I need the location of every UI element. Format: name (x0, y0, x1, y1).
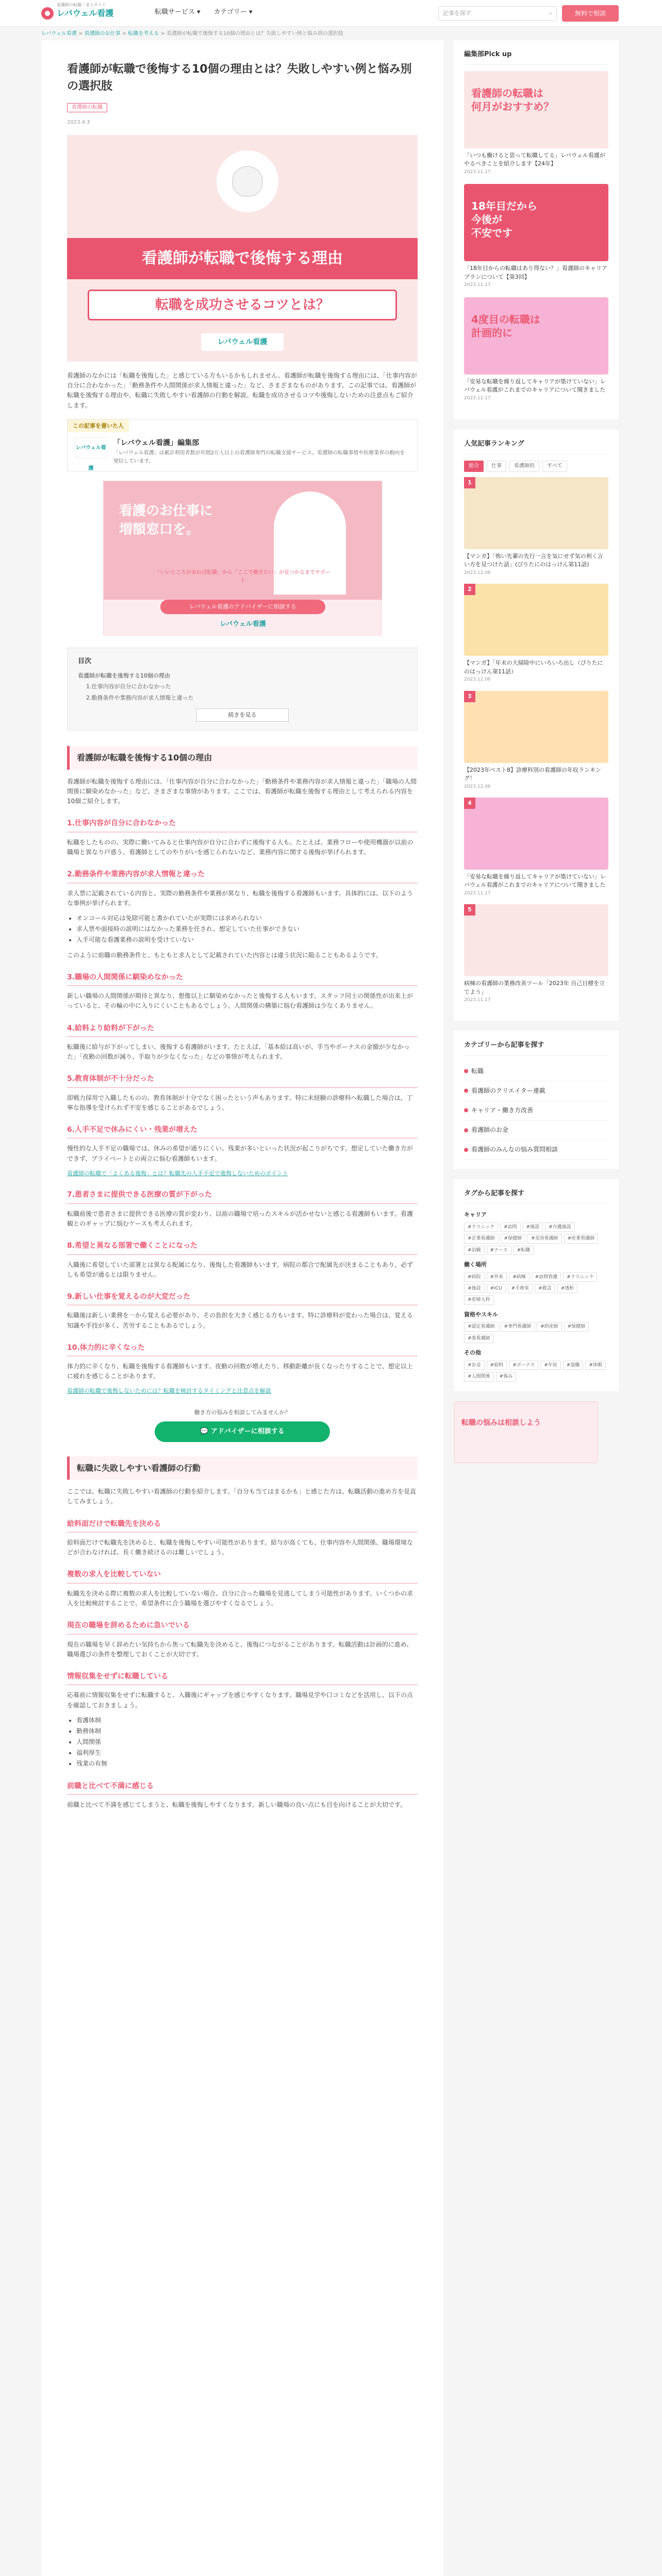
author-box (67, 419, 418, 471)
breadcrumb-link[interactable]: 転職を考える (128, 31, 159, 37)
tag-chip[interactable]: #救急 (535, 1284, 555, 1293)
tag-list (464, 1223, 608, 1255)
author-desc: 「レバウェル看護」は累計利用者数が年間2万人以上の看護師専門の転職支援サービス。看護師の転職事情や医療業界の動向を発信しています。 (113, 450, 405, 464)
category-tag[interactable]: 看護師の転職 (67, 103, 107, 112)
pickup-thumbnail (464, 184, 608, 261)
tag-chip[interactable]: #人間関係 (464, 1372, 494, 1381)
ranking-card (454, 430, 619, 1021)
tag-chip[interactable]: #企業看護師 (464, 1234, 499, 1243)
ranking-date: 2023.12.06 (464, 570, 491, 575)
category-title: カテゴリーから記事を探す (464, 1040, 608, 1056)
logo-text: レバウェル看護 (57, 8, 114, 19)
article-intro: 看護師のなかには「転職を後悔した」と感じている方もいるかもしれません。看護師が転職を後悔する理由には、「仕事内容が自分に合わなかった」「勤務条件や人間関係が求人情報と違った」など、さまざまなものがあります。この記事では、看護師が転職を後悔する理由や、転職に失敗しやすい看護師の行動を解説。転職を成功させるコツや後悔しないための注意点もご紹介します。 (67, 372, 417, 409)
pickup-item[interactable] (464, 297, 608, 402)
ranking-number: 2 (464, 584, 475, 595)
subsection-paragraph: 体力的に辛くなり、転職を後悔する看護師もいます。夜勤の回数が増えたり、移動距離が長くなったりすることで、想定以上に疲れを感じることがあります。 (67, 1363, 413, 1380)
tag-chip[interactable]: #外来 (487, 1273, 507, 1282)
hero-image (67, 135, 418, 362)
tag-group-title: キャリア (464, 1211, 487, 1218)
subsection-heading: 給料面だけで転職先を決める (67, 1518, 418, 1533)
banner-cta-button[interactable]: レバウェル看護のアドバイザーに相談する (160, 600, 325, 614)
list-item: • オンコール対応は免除可能と書かれていたが実際には求められない (76, 913, 418, 923)
ranking-number: 1 (464, 477, 475, 488)
pickup-title: 「いつも働けると思って転職してる」レバウェル看護がやるべきことを紹介します【24年】 (464, 151, 605, 167)
category-item[interactable] (464, 1121, 608, 1140)
toc-title: 目次 (78, 657, 92, 665)
pickup-title: 「安易な転職を繰り返してキャリアが築けていない」レバウェル看護がこれまでのキャリアについて聞きました (464, 378, 606, 394)
advisor-button[interactable]: 💬 アドバイザーに相談する (155, 1421, 330, 1442)
pickup-thumbnail-text: 18年目だから 今後が 不安です (471, 200, 537, 240)
tag-chip[interactable]: #ボーナス (509, 1361, 538, 1370)
tag-group-title: 働く場所 (464, 1261, 487, 1268)
pickup-title: 編集部Pick up (464, 49, 608, 65)
ranking-tab[interactable]: 総合 (464, 461, 484, 472)
tag-group-title: その他 (464, 1349, 481, 1357)
section-paragraph: 看護師が転職を後悔する理由には、「仕事内容が自分に合わなかった」「勤務条件や業務内容が求人情報と違った」「職場の人間関係に馴染めなかった」など、さまざまな事情があります。ここでは、看護師が転職を後悔する理由として考えられる内容を10個ご紹介します。 (67, 777, 417, 805)
search-icon: ⌕ (549, 10, 552, 16)
page-title: 看護師が転職で後悔する10個の理由とは？失敗しやすい例と悩み別の選択肢 (67, 63, 412, 93)
tag-chip[interactable]: #お金 (464, 1361, 485, 1370)
subsection-paragraph: 前職と比べて不満を感じてしまうと、転職を後悔しやすくなります。新しい職場の良い点にも目を向けることが大切です。 (67, 1801, 407, 1809)
subsection-heading: 情報収集をせずに転職している (67, 1671, 418, 1685)
subsection-paragraph: 慢性的な人手不足の職場では、休みの希望が通りにくい、残業が多いといった状況が起こりがちです。想定していた働き方ができず、プライベートとの両立に悩む看護師もいます。 (67, 1145, 413, 1162)
ranking-item[interactable] (464, 477, 608, 577)
ranking-thumbnail (464, 904, 608, 976)
sidebar (454, 40, 619, 1463)
subsection-paragraph: 求人票に記載されている内容と、実際の勤務条件や業務が異なり、転職を後悔する看護師もいます。具体的には、以下のような事例が挙げられます。 (67, 889, 413, 907)
header-cta-button[interactable]: 無料で相談 (562, 5, 619, 22)
ranking-item[interactable] (464, 584, 608, 683)
tag-chip[interactable]: #施設 (464, 1284, 485, 1293)
subsection-paragraph: 転職をしたものの、実際に働いてみると仕事内容が自分に合わずに後悔する人も。たとえば、業務フローや使用機器が以前の職場と異なり戸惑う、看護師としてのやりがいを感じられないなど、業務内容に関する後悔が挙げられます。 (67, 838, 413, 856)
tag-list (464, 1361, 608, 1382)
tag-chip[interactable]: #美容看護師 (527, 1234, 562, 1243)
subsection-heading: 前職と比べて不満に感じる (67, 1781, 418, 1795)
subsection-heading: 5.教育体制が不十分だった (67, 1073, 418, 1088)
ranking-thumbnail (464, 691, 608, 763)
subsection-heading: 10.体力的に辛くなった (67, 1342, 418, 1357)
subsection-paragraph: 新しい職場の人間関係が期待と異なり、想像以上に馴染めなかったと後悔する人もいます。スタッフ同士の関係性が出来上がっていると、その輪の中に入りにくいこともあるでしょう。人間関係の構築に悩む看護師は少なくありません。 (67, 992, 413, 1010)
hero-subheadline: 転職を成功させるコツとは？ (88, 290, 397, 320)
section-paragraph: ここでは、転職に失敗しやすい看護師の行動を紹介します。「自分も当てはまるかも」と感じた方は、転職活動の進め方を見直してみましょう。 (67, 1488, 417, 1505)
pickup-date: 2023.11.17 (464, 169, 491, 175)
tag-chip[interactable]: #准看護師 (464, 1334, 494, 1343)
ranking-number: 4 (464, 798, 475, 809)
list-item: • 入手可能な看護業務の説明を受けていない (76, 935, 418, 945)
ranking-date: 2023.11.17 (464, 890, 491, 896)
toc-item[interactable]: 看護師が転職を後悔する10個の理由 (78, 672, 170, 679)
tag-list (464, 1322, 608, 1343)
section-heading: 転職に失敗しやすい看護師の行動 (67, 1456, 418, 1480)
ranking-title-text: 【2023年ベスト8】診療科別の看護師の年収ランキング！ (464, 766, 601, 782)
tag-chip[interactable]: #認定看護師 (464, 1322, 499, 1331)
cta-box (67, 1408, 418, 1442)
breadcrumb-link[interactable]: 看護師のお仕事 (84, 31, 121, 37)
ranking-tab[interactable]: すべて (542, 461, 567, 472)
subsection-heading: 現在の職場を辞めるために急いでいる (67, 1620, 418, 1634)
author-name: 「レバウェル看護」編集部 (113, 439, 200, 448)
breadcrumb: レバウェル看護 > 看護師のお仕事 > 転職を考える > 看護師が転職で後悔する10個の理由とは？失敗しやすい例と悩み別の選択肢 (41, 31, 343, 37)
subsection-paragraph: 転職先を決める際に複数の求人を比較していない場合、自分に合った職場を見逃してしまう可能性があります。いくつかの求人を比較検討することで、希望条件に合う職場を選びやすくなるでしょう。 (67, 1589, 413, 1607)
chevron-down-icon: ▾ (197, 8, 201, 16)
tag-chip[interactable]: #手術室 (508, 1284, 533, 1293)
list-item: • 残業の有無 (76, 1759, 418, 1769)
subsection-paragraph: 転職前後で患者さまに提供できる医療の質が変わり、以前の職場で培ったスキルが活かせないと感じる看護師もいます。看護観とのギャップに悩むケースも考えられます。 (67, 1210, 413, 1227)
tag-chip[interactable]: #透析 (557, 1284, 578, 1293)
tag-chip[interactable]: #休暇 (585, 1361, 606, 1370)
subsection-paragraph: 転職後に給与が下がってしまい、後悔する看護師がいます。たとえば、「基本給は高いが、手当やボーナスの金額が少なかった」「夜勤の回数が減り、手取りが少なくなった」などの事情が考えられます。 (67, 1043, 410, 1061)
ranking-thumbnail (464, 477, 608, 549)
pickup-thumbnail-text: 看護師の転職は 何月がおすすめ？ (471, 87, 554, 113)
tag-chip[interactable]: #悩み (496, 1372, 517, 1381)
tag-chip[interactable]: #施設 (523, 1223, 543, 1232)
category-label: キャリア・働き方改善 (471, 1106, 534, 1114)
breadcrumb-link[interactable]: レバウェル看護 (41, 31, 77, 37)
category-dot-icon (464, 1108, 468, 1112)
section-heading: 看護師が転職を後悔する10個の理由 (67, 746, 418, 770)
category-dot-icon (464, 1089, 468, 1093)
pickup-card (454, 40, 619, 419)
chevron-down-icon: ▾ (249, 8, 253, 16)
tag-chip[interactable]: #治験 (464, 1246, 485, 1255)
pickup-thumbnail (464, 297, 608, 375)
ranking-thumbnail (464, 798, 608, 870)
ranking-item[interactable] (464, 904, 608, 1004)
category-label: 看護師のみんなの悩み質問相談 (471, 1146, 558, 1154)
pickup-item[interactable] (464, 71, 608, 176)
tag-chip[interactable]: #ナース (487, 1246, 511, 1255)
related-article-link[interactable]: 看護師の転職で後悔しないためには？転職を検討するタイミングと注意点を解説 (67, 1387, 271, 1395)
category-item[interactable] (464, 1062, 608, 1081)
ranking-tab[interactable]: 看護師的 (509, 461, 539, 472)
pickup-date: 2023.11.17 (464, 395, 491, 401)
search-input[interactable]: 記事を探す ⌕ (438, 6, 557, 21)
list-item: • 求人票や面接時の説明にはなかった業務を任され、想定していた仕事ができない (76, 924, 418, 934)
tag-chip[interactable]: #年収 (540, 1361, 561, 1370)
subsection-heading: 8.希望と異なる部署で働くことになった (67, 1240, 418, 1255)
category-label: 転職 (471, 1067, 484, 1075)
article-main (41, 40, 443, 2576)
tag-chip[interactable]: #助産師 (537, 1322, 562, 1331)
subsection-heading: 3.職場の人間関係に馴染めなかった (67, 972, 418, 986)
mascot-icon (232, 166, 263, 197)
tag-chip[interactable]: #ICU (487, 1284, 506, 1293)
site-logo[interactable] (41, 5, 124, 22)
subsection-paragraph: 入職後に希望していた部署とは異なる配属になり、後悔した看護師もいます。病院の都合で配属先が決まることもあり、必ずしも希望が通るとは限りません。 (67, 1261, 413, 1278)
banner-text: 「いいところがあれば転職」から「ここで働きたい」が見つかるまでサポート (155, 569, 330, 584)
nav-item-services[interactable]: 転職サービス ▾ (155, 7, 201, 18)
pickup-thumbnail (464, 71, 608, 148)
subsection-paragraph: 給料面だけで転職先を決めると、転職を後悔しやすい可能性があります。給与が高くても、仕事内容や人間関係、職場環境などが合わなければ、長く働き続けるのは難しいでしょう。 (67, 1539, 413, 1556)
footer-banner-text: 転職の悩みは相談しよう (461, 1418, 541, 1427)
pickup-date: 2023.11.17 (464, 282, 491, 288)
pickup-thumbnail-text: 4度目の転職は 計画的に (471, 313, 540, 339)
list-item: • 福利厚生 (76, 1748, 418, 1758)
author-logo: レバウェル看護 (75, 437, 107, 458)
table-of-contents (67, 648, 418, 731)
tag-chip[interactable]: #病院 (464, 1273, 485, 1282)
site-header (0, 0, 662, 27)
category-item[interactable] (464, 1140, 608, 1160)
ranking-tabs (464, 461, 608, 472)
ranking-title-text: 【マンガ】「年末の大掃除中にいろいろ出し（ぴりたにのはっけん第11話） (464, 659, 603, 675)
subsection-paragraph: 現在の職場を早く辞めたい気持ちから焦って転職先を決めると、後悔につながることがあります。転職活動は計画的に進め、職場選びの条件を整理しておくことが大切です。 (67, 1640, 413, 1658)
logo-sub: 看護師の転職・求人サイト (57, 3, 106, 7)
tag-chip[interactable]: #病棟 (509, 1273, 529, 1282)
category-list (464, 1062, 608, 1160)
pickup-title: 「18年目からの転職はあり得ない？」看護師のキャリアプランについて【第3回】 (464, 265, 607, 280)
tag-chip[interactable]: #クリニック (563, 1273, 597, 1282)
tag-chip[interactable]: #専門看護師 (501, 1322, 535, 1331)
tag-chip[interactable]: #退職 (563, 1361, 584, 1370)
toc-more-button[interactable]: 続きを見る (196, 708, 289, 722)
ranking-thumbnail (464, 584, 608, 656)
list-item: • 勤務体制 (76, 1726, 418, 1736)
ranking-date: 2023.12.06 (464, 677, 491, 683)
category-label: 看護師のクリエイター連載 (471, 1087, 545, 1094)
tag-group-title: 資格やスキル (464, 1311, 498, 1318)
subsection-heading: 7.患者さまに提供できる医療の質が下がった (67, 1189, 418, 1204)
ranking-title: 人気記事ランキング (464, 439, 608, 454)
logo-mark-icon (41, 7, 54, 20)
article-date: 2023.4.3 (67, 120, 90, 125)
subsection-heading: 9.新しい仕事を覚えるのが大変だった (67, 1291, 418, 1306)
tags-title: タグから記事を探す (464, 1189, 608, 1204)
related-article-link[interactable]: 看護師の転職で「よくある後悔」とは？転職先の人手不足で後悔しないためのポイント (67, 1170, 288, 1177)
tag-chip[interactable]: #訪問 (500, 1223, 521, 1232)
subsection-heading: 2.勤務条件や業務内容が求人情報と違った (67, 869, 418, 883)
main-nav (155, 7, 253, 18)
ranking-number: 5 (464, 904, 475, 916)
ranking-item[interactable] (464, 798, 608, 897)
tags-card (454, 1179, 619, 1391)
ranking-date: 2023.11.17 (464, 997, 491, 1003)
category-dot-icon (464, 1148, 468, 1152)
nav-item-category[interactable]: カテゴリー ▾ (214, 7, 253, 18)
ranking-title-text: 病棟の看護師の業務改善ツール「2023年 自己目標を立てよう」 (464, 980, 605, 995)
tag-chip[interactable]: #産業看護師 (564, 1234, 599, 1243)
article-sections-2 (67, 1456, 418, 1810)
tag-chip[interactable]: #給料 (487, 1361, 507, 1370)
cta-question: 働き方の悩みを相談してみませんか？ (194, 1409, 291, 1416)
tag-chip[interactable]: #介護施設 (545, 1223, 575, 1232)
list-item: • 看護体制 (76, 1716, 418, 1725)
tag-chip[interactable]: #保健師 (501, 1234, 526, 1243)
pickup-item[interactable] (464, 184, 608, 289)
author-head: この記事を書いた人 (68, 419, 129, 433)
ranking-title-text: 【マンガ】「怖い先輩の先行一言を気にせず気の利く言い方を見つけた話」(ぴりたにのはっけん第11話) (464, 552, 603, 568)
category-item[interactable] (464, 1081, 608, 1101)
category-dot-icon (464, 1069, 468, 1073)
category-card (454, 1031, 619, 1170)
article-sections (67, 746, 418, 1396)
category-dot-icon (464, 1128, 468, 1132)
bullet-list (76, 1716, 418, 1769)
subsection-paragraph: このように前職の勤務条件と、もともと求人として記載されていた内容とは違う状況に陥ることもあるようです。 (67, 951, 383, 959)
tag-list (464, 1273, 608, 1305)
tag-chip[interactable]: #保健師 (564, 1322, 589, 1331)
ranking-number: 3 (464, 691, 475, 702)
subsection-paragraph: 応募前に情報収集をせずに転職すると、入職後にギャップを感じやすくなります。職場見学や口コミなどを活用し、以下の点を確認しておきましょう。 (67, 1691, 413, 1709)
breadcrumb-current: 看護師が転職で後悔する10個の理由とは？失敗しやすい例と悩み別の選択肢 (167, 31, 343, 37)
banner-title: 看護のお仕事に 増額窓口を。 (119, 503, 213, 538)
toc-sub-item[interactable]: 2.勤務条件や業務内容が求人情報と違った (86, 694, 194, 701)
chat-icon: 💬 (200, 1427, 211, 1435)
hero-logo: レバウェル看護 (201, 333, 284, 351)
bullet-list (76, 913, 418, 945)
toc-sub-item[interactable]: 1.仕事内容が自分に合わなかった (86, 683, 171, 690)
banner-logo: レバウェル看護 (220, 620, 266, 628)
ranking-tab[interactable]: 仕事 (487, 461, 506, 472)
ranking-item[interactable] (464, 691, 608, 790)
subsection-paragraph: 即戦力採用で入職したものの、教育体制が十分でなく困ったという声もあります。特に未経験の診療科へ転職した場合は、丁寧な指導を受けられず不安を感じることがあるでしょう。 (67, 1094, 413, 1111)
ranking-title-text: 「安易な転職を繰り返してキャリアが築けていない」レバウェル看護がこれまでのキャリアについて聞きました (464, 873, 606, 889)
ranking-date: 2023.12.06 (464, 784, 491, 789)
subsection-heading: 複数の求人を比較していない (67, 1569, 418, 1583)
tag-chip[interactable]: #産婦人科 (464, 1295, 494, 1304)
footer-banner[interactable] (454, 1401, 598, 1463)
hero-headline: 看護師が転職で後悔する理由 (67, 238, 418, 279)
tag-chip[interactable]: #クリニック (464, 1223, 498, 1232)
subsection-heading: 4.給料より給料が下がった (67, 1023, 418, 1037)
consult-banner[interactable] (103, 481, 382, 635)
tag-chip[interactable]: #訪問看護 (532, 1273, 561, 1282)
tag-chip[interactable]: #転職 (514, 1246, 534, 1255)
category-label: 看護師のお金 (471, 1126, 509, 1134)
subsection-heading: 1.仕事内容が自分に合わなかった (67, 818, 418, 832)
subsection-heading: 6.人手不足で休みにくい・残業が増えた (67, 1124, 418, 1139)
list-item: • 人間関係 (76, 1737, 418, 1747)
category-item[interactable] (464, 1101, 608, 1121)
subsection-paragraph: 転職後は新しい業務を一から覚える必要があり、その負担を大きく感じる方もいます。特に診療科が変わった場合は、覚える知識や手技が多く、苦労することもあるでしょう。 (67, 1312, 413, 1329)
